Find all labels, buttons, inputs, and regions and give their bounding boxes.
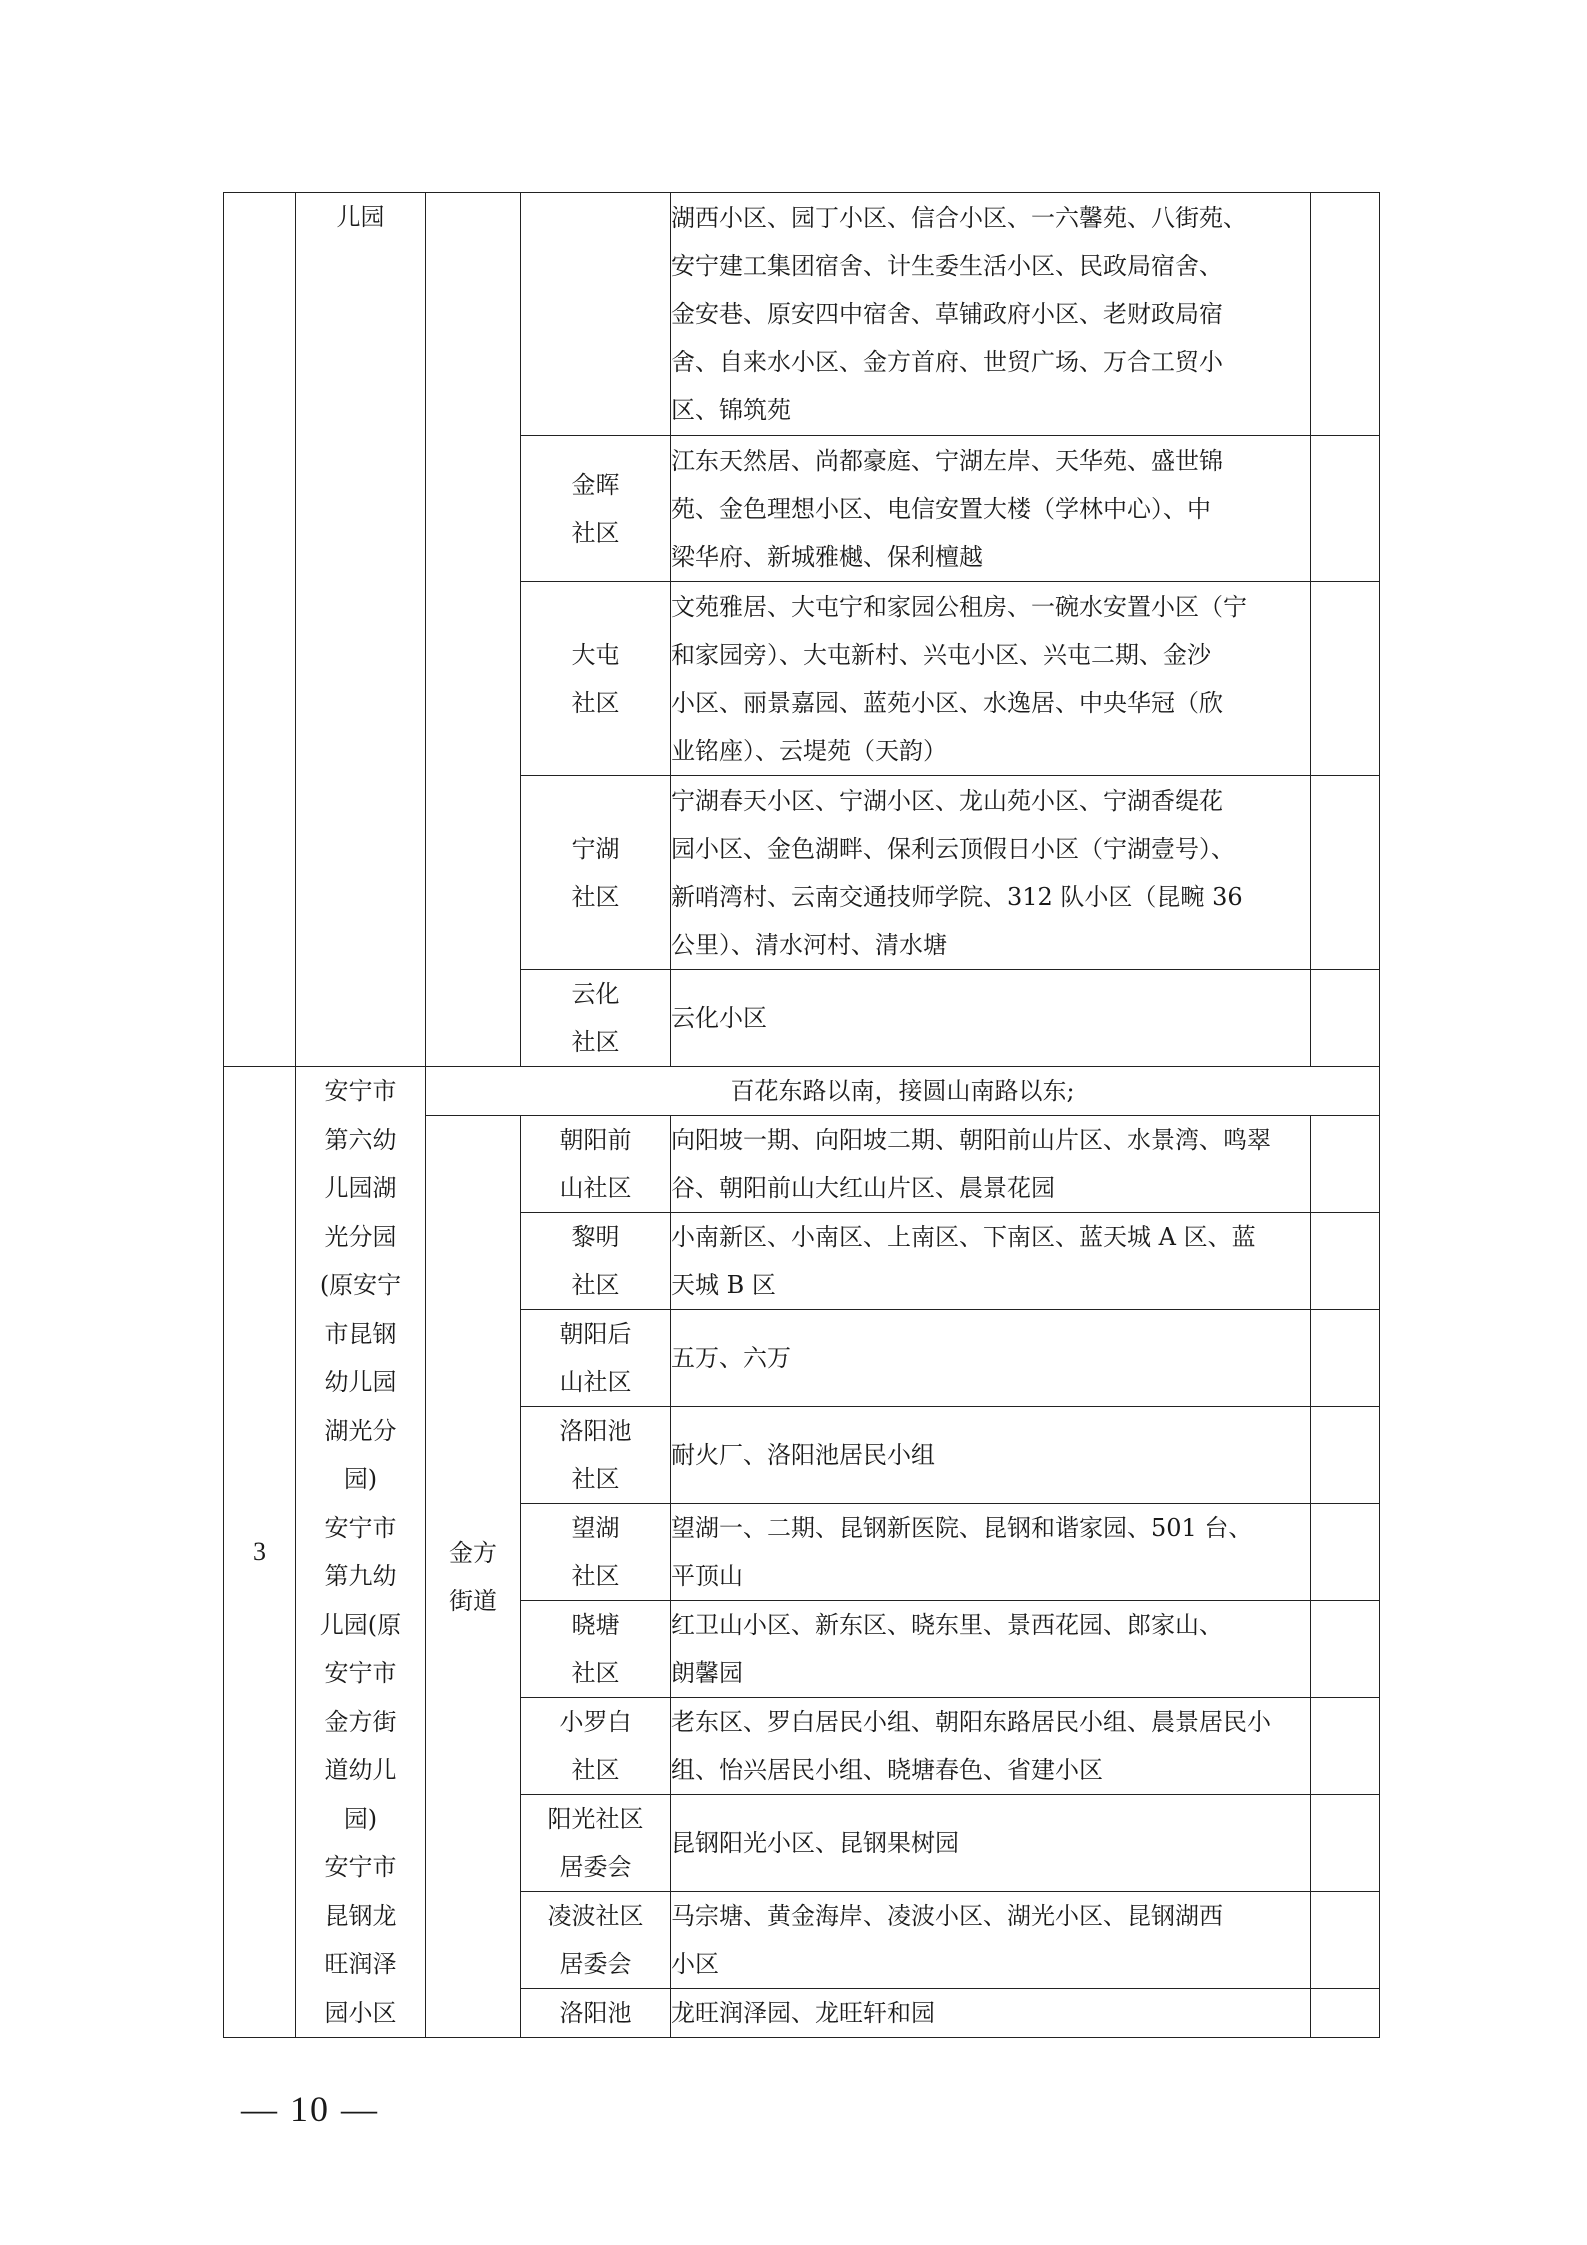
area-cell xyxy=(671,436,1311,582)
community-name-line: 阳光社区 xyxy=(547,1805,644,1833)
area-cell xyxy=(671,1310,1311,1407)
area-line: 和家园旁）、大屯新村、兴屯小区、兴屯二期、金沙 xyxy=(671,640,1211,669)
street-cell xyxy=(426,193,521,1067)
area-line: 梁华府、新城雅樾、保利檀越 xyxy=(671,542,983,571)
area-line: 公里）、清水河村、清水塘 xyxy=(671,930,947,959)
area-cell xyxy=(671,1213,1311,1310)
area-line: 小南新区、小南区、上南区、下南区、蓝天城 A 区、蓝 xyxy=(671,1223,1256,1251)
number-cell xyxy=(224,193,296,1067)
community-name-line: 山社区 xyxy=(559,1368,632,1396)
remarks-cell xyxy=(1311,1795,1380,1892)
kindergarten-name-line: 安宁市 xyxy=(324,1513,397,1542)
kindergarten-name-line: 安宁市 xyxy=(324,1853,397,1881)
kindergarten-name-line: (原安宁 xyxy=(319,1271,402,1299)
remarks-cell xyxy=(1311,436,1380,582)
community-name-line: 宁湖 xyxy=(571,834,620,863)
area-cell xyxy=(671,1116,1311,1213)
community-cell xyxy=(521,1116,671,1213)
area-cell xyxy=(671,776,1311,970)
area-line: 小区 xyxy=(671,1950,719,1978)
area-line: 区、锦筑苑 xyxy=(671,396,791,424)
area-line: 天城 B 区 xyxy=(671,1271,776,1299)
page-number: — 10 — xyxy=(241,2089,379,2129)
community-cell xyxy=(521,1989,671,2038)
area-cell xyxy=(671,193,1311,436)
community-cell xyxy=(521,1601,671,1698)
area-cell xyxy=(671,1892,1311,1989)
area-line: 业铭座）、云堤苑（天韵） xyxy=(671,736,947,765)
street-name-line: 金方 xyxy=(449,1538,497,1567)
remarks-cell xyxy=(1311,776,1380,970)
community-cell xyxy=(521,193,671,436)
area-line: 谷、朝阳前山大红山片区、晨景花园 xyxy=(671,1174,1055,1202)
kindergarten-name-line: 旺润泽 xyxy=(324,1950,397,1978)
kindergarten-name-line: 园小区 xyxy=(324,1998,397,2027)
area-line: 云化小区 xyxy=(671,1004,767,1032)
community-name-line: 小罗白 xyxy=(559,1708,632,1736)
community-name-line: 居委会 xyxy=(559,1853,632,1881)
kindergarten-name-line: 幼儿园 xyxy=(324,1368,397,1396)
area-line: 马宗塘、黄金海岸、凌波小区、湖光小区、昆钢湖西 xyxy=(671,1902,1223,1930)
community-cell xyxy=(521,1698,671,1795)
remarks-cell xyxy=(1311,1407,1380,1504)
community-name-line: 望湖 xyxy=(571,1514,620,1542)
kindergarten-name-line: 儿园湖 xyxy=(324,1174,397,1202)
community-name-line: 黎明 xyxy=(571,1223,620,1251)
kindergarten-name-line: 道幼儿 xyxy=(324,1756,397,1784)
community-name-line: 居委会 xyxy=(559,1950,632,1978)
community-name-line: 社区 xyxy=(571,688,620,717)
community-cell xyxy=(521,1213,671,1310)
area-cell xyxy=(671,1601,1311,1698)
community-cell xyxy=(521,1407,671,1504)
remarks-cell xyxy=(1311,1601,1380,1698)
community-cell xyxy=(521,1310,671,1407)
remarks-cell xyxy=(1311,1504,1380,1601)
area-line: 苑、金色理想小区、电信安置大楼（学林中心）、中 xyxy=(671,494,1211,523)
area-line: 昆钢阳光小区、昆钢果树园 xyxy=(671,1829,959,1857)
area-cell xyxy=(671,1795,1311,1892)
remarks-cell xyxy=(1311,1698,1380,1795)
community-name-line: 云化 xyxy=(571,980,620,1008)
community-name-line: 社区 xyxy=(571,1562,620,1590)
community-cell xyxy=(521,970,671,1067)
community-name-line: 社区 xyxy=(571,1756,620,1784)
kindergarten-name-line: 安宁市 xyxy=(324,1077,397,1105)
community-name-line: 社区 xyxy=(571,882,620,911)
allocation-table xyxy=(223,192,1380,2038)
community-cell xyxy=(521,436,671,582)
kindergarten-name-line: 安宁市 xyxy=(324,1659,397,1687)
area-line: 小区、丽景嘉园、蓝苑小区、水逸居、中央华冠（欣 xyxy=(671,688,1223,717)
area-line: 平顶山 xyxy=(671,1562,743,1590)
area-line: 耐火厂、洛阳池居民小组 xyxy=(671,1441,935,1469)
remarks-cell xyxy=(1311,1213,1380,1310)
area-line: 新哨湾村、云南交通技师学院、312 队小区（昆畹 36 xyxy=(671,882,1243,911)
area-line: 文苑雅居、大屯宁和家园公租房、一碗水安置小区（宁 xyxy=(671,592,1247,621)
area-line: 金安巷、原安四中宿舍、草铺政府小区、老财政局宿 xyxy=(671,300,1223,328)
community-name-line: 社区 xyxy=(571,1659,620,1687)
community-name-line: 朝阳后 xyxy=(559,1320,632,1348)
boundary-cell: 百花东路以南，接圆山南路以东; xyxy=(426,1067,1380,1116)
community-name-line: 大屯 xyxy=(571,640,620,669)
table-row xyxy=(224,193,1380,436)
community-name-line: 洛阳池 xyxy=(559,1999,632,2027)
table-row xyxy=(224,1067,1380,1116)
remarks-cell xyxy=(1311,1989,1380,2038)
street-cell xyxy=(426,1116,521,2038)
area-line: 向阳坡一期、向阳坡二期、朝阳前山片区、水景湾、鸣翠 xyxy=(671,1126,1271,1154)
kindergarten-cell xyxy=(296,193,426,1067)
area-line: 红卫山小区、新东区、晓东里、景西花园、郎家山、 xyxy=(671,1611,1223,1639)
kindergarten-name-line: 光分园 xyxy=(324,1222,397,1251)
remarks-cell xyxy=(1311,582,1380,776)
kindergarten-name-line: 湖光分 xyxy=(324,1416,397,1445)
area-line: 江东天然居、尚都豪庭、宁湖左岸、天华苑、盛世锦 xyxy=(671,446,1223,475)
area-line: 舍、自来水小区、金方首府、世贸广场、万合工贸小 xyxy=(671,348,1223,376)
remarks-cell xyxy=(1311,1892,1380,1989)
area-line: 组、怡兴居民小组、晓塘春色、省建小区 xyxy=(671,1756,1103,1784)
remarks-cell xyxy=(1311,1116,1380,1213)
area-cell xyxy=(671,1407,1311,1504)
area-cell xyxy=(671,582,1311,776)
area-line: 安宁建工集团宿舍、计生委生活小区、民政局宿舍、 xyxy=(671,252,1223,280)
area-cell xyxy=(671,1989,1311,2038)
community-cell xyxy=(521,1892,671,1989)
kindergarten-name-line: 园) xyxy=(343,1804,378,1833)
street-name-line: 街道 xyxy=(449,1586,497,1615)
area-line: 朗馨园 xyxy=(671,1659,743,1687)
kindergarten-cell xyxy=(296,1067,426,2038)
area-cell xyxy=(671,970,1311,1067)
kindergarten-name-line: 园) xyxy=(343,1465,378,1493)
area-line: 湖西小区、园丁小区、信合小区、一六馨苑、八街苑、 xyxy=(671,204,1247,232)
area-line: 园小区、金色湖畔、保利云顶假日小区（宁湖壹号）、 xyxy=(671,834,1235,863)
area-cell xyxy=(671,1504,1311,1601)
kindergarten-name-line: 儿园(原 xyxy=(319,1610,402,1639)
kindergarten-name-line: 市昆钢 xyxy=(324,1319,397,1348)
area-line: 五万、六万 xyxy=(671,1344,791,1372)
kindergarten-name-line: 昆钢龙 xyxy=(324,1901,397,1930)
table-body xyxy=(224,193,1380,2038)
community-name-line: 社区 xyxy=(571,1465,620,1493)
community-name-line: 社区 xyxy=(571,1028,620,1056)
kindergarten-name-line: 儿园 xyxy=(336,203,385,231)
remarks-cell xyxy=(1311,970,1380,1067)
number-cell: 3 xyxy=(224,1067,296,2038)
community-name-line: 山社区 xyxy=(559,1174,632,1202)
area-line: 望湖一、二期、昆钢新医院、昆钢和谐家园、501 台、 xyxy=(671,1514,1253,1542)
community-name-line: 洛阳池 xyxy=(559,1417,632,1445)
kindergarten-name-line: 第九幼 xyxy=(324,1562,397,1590)
community-name-line: 晓塘 xyxy=(571,1611,620,1639)
community-name-line: 社区 xyxy=(571,518,620,547)
remarks-cell xyxy=(1311,193,1380,436)
community-name-line: 金晖 xyxy=(571,470,620,499)
area-cell xyxy=(671,1698,1311,1795)
kindergarten-name-line: 第六幼 xyxy=(324,1125,397,1154)
area-line: 老东区、罗白居民小组、朝阳东路居民小组、晨景居民小 xyxy=(671,1708,1271,1736)
community-cell xyxy=(521,1795,671,1892)
area-line: 龙旺润泽园、龙旺轩和园 xyxy=(671,1999,935,2027)
remarks-cell xyxy=(1311,1310,1380,1407)
community-cell xyxy=(521,582,671,776)
community-name-line: 社区 xyxy=(571,1271,620,1299)
community-name-line: 凌波社区 xyxy=(547,1902,644,1930)
kindergarten-name-line: 金方街 xyxy=(324,1707,397,1736)
community-name-line: 朝阳前 xyxy=(559,1126,632,1154)
community-cell xyxy=(521,1504,671,1601)
community-cell xyxy=(521,776,671,970)
area-line: 宁湖春天小区、宁湖小区、龙山苑小区、宁湖香缇花 xyxy=(671,786,1223,815)
